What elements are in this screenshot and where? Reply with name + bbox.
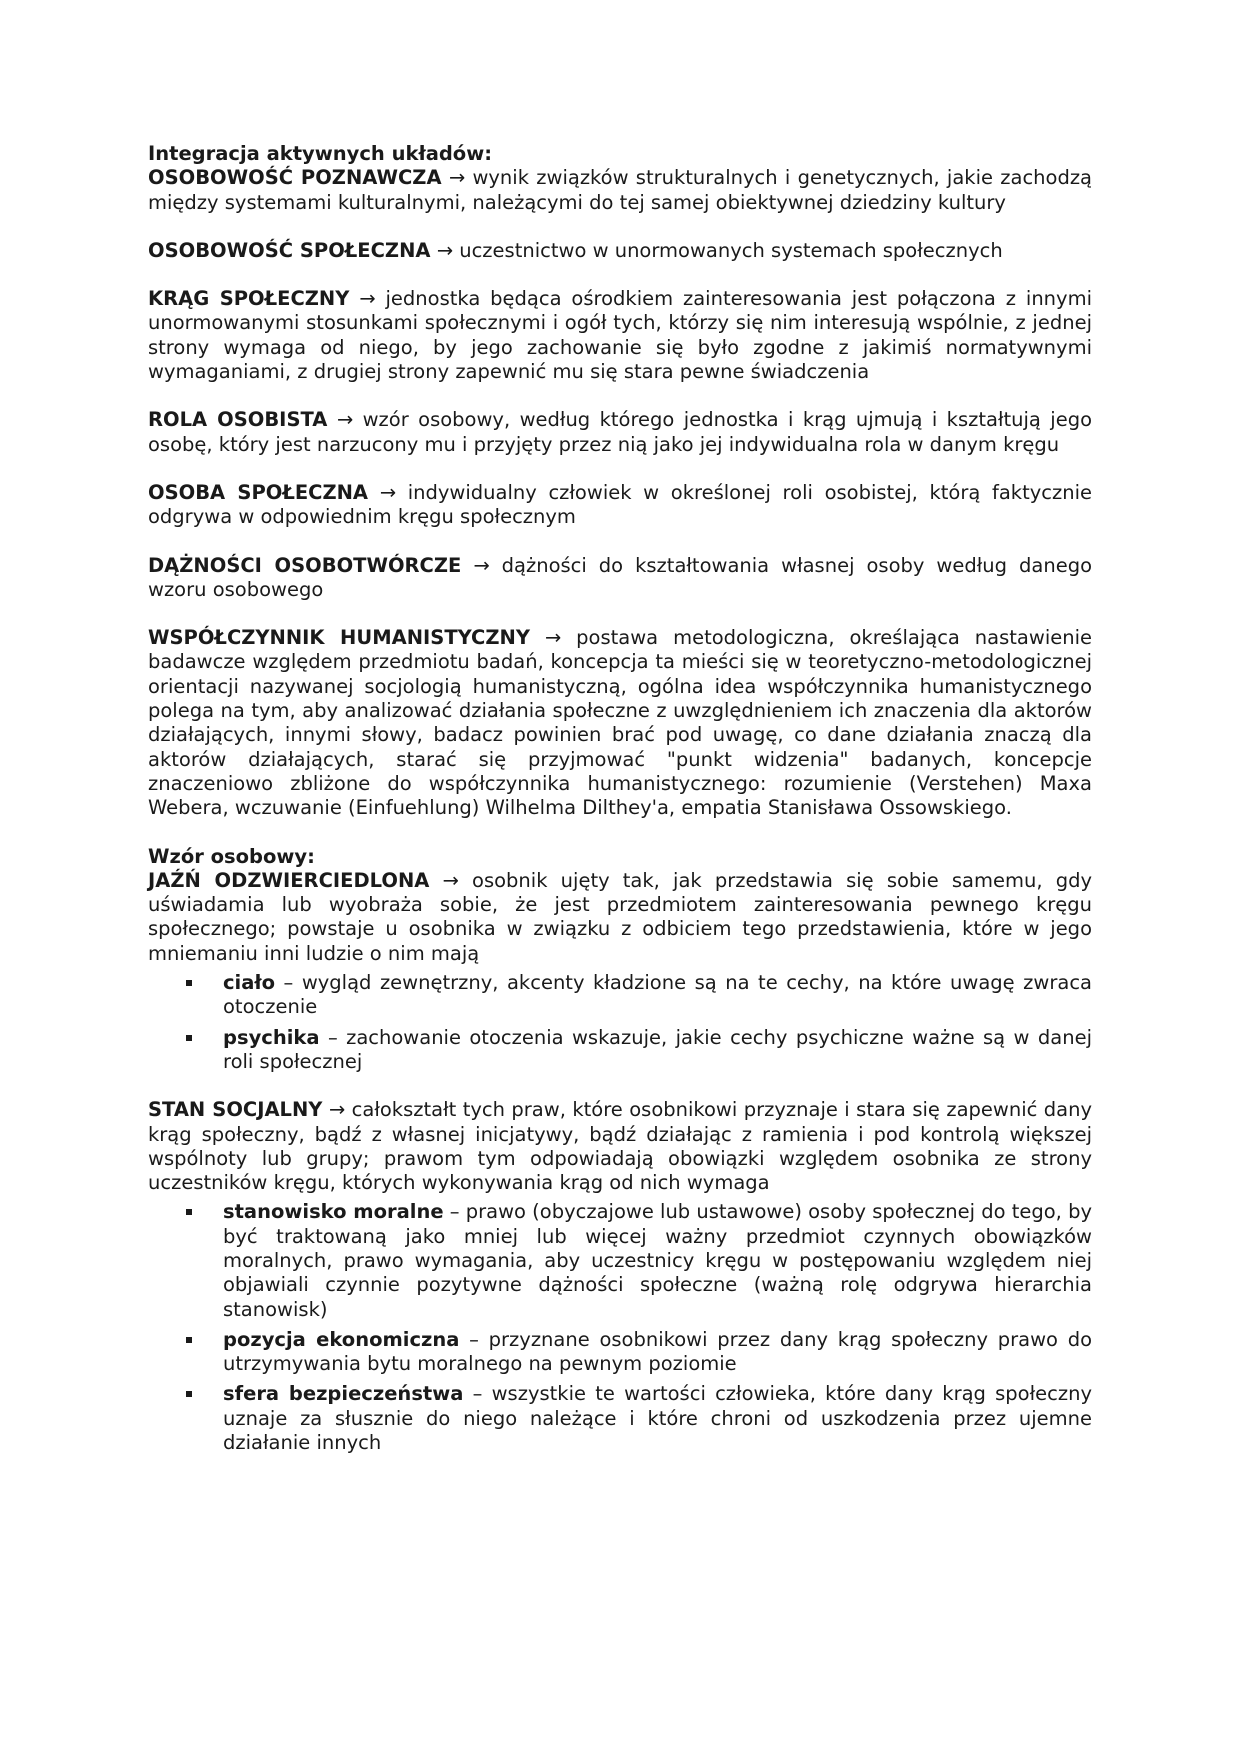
list-item [148,971,1092,1020]
definition-text: jednostka będąca ośrodkiem zainteresowania jest połączona z innymi unormowanymi stosunkami społecznymi i ogół tych, którzy się nim interesują wspólnie, z jednej strony wymaga od niego, by jego zachowanie się było zgodne z jakimiś normatywnymi wymaganiami, z drugiej strony zapewnić mu się stara pewne świadczenia [148,287,1092,384]
term: ROLA OSOBISTA [148,408,328,432]
arrow-icon: → [328,1098,346,1122]
section-heading-integration: Integracja aktywnych układów: [148,142,493,165]
arrow-icon: → [379,480,397,504]
list-item [148,1200,1092,1321]
section-heading-wzor-osobowy: Wzór osobowy: [148,844,315,868]
stan-bullet-list [148,1200,1092,1455]
arrow-icon: → [336,408,354,432]
square-bullet-icon [186,980,192,986]
definition-osoba-spoleczna [148,481,1092,530]
definition-text: całokształt tych praw, które osobnikowi przyznaje i stara się zapewnić dany krąg społeczny, bądź z własnej inicjatywy, bądź działając z ramienia i pod kontrolą większej wspólnoty lub grupy; prawom tym odpowiadają obowiązki względem osobnika ze strony uczestników kręgu, których wykonywania krąg od nich wymaga [148,1098,1093,1195]
term: ciało [223,971,276,995]
arrow-icon: → [359,287,376,311]
definition-text: uczestnictwo w unormowanych systemach społecznych [453,238,1003,262]
term: OSOBA SPOŁECZNA [148,480,369,504]
term: STAN SOCJALNY [148,1098,323,1122]
definition-krag-spoleczny [148,287,1092,384]
jazn-bullet-list [148,971,1092,1074]
square-bullet-icon [186,1035,192,1041]
arrow-icon: → [544,626,562,650]
square-bullet-icon [186,1337,192,1343]
term: WSPÓŁCZYNNIK HUMANISTYCZNY [148,626,530,650]
definition-text: dążności do kształtowania własnej osoby według danego wzoru osobowego [148,553,1093,601]
term: sfera bezpieczeństwa [223,1382,464,1406]
term: stanowisko moralne [223,1200,444,1224]
definition-text: osobnik ujęty tak, jak przedstawia się sobie samemu, gdy uświadamia lub wyobraża sobie, że jest przedmiotem zainteresowania pewnego kręgu społecznego; powstaje u osobnika w związku z odbiciem tego przedstawienia, które w jego mniemaniu inni ludzie o nim mają [148,868,1092,965]
term: pozycja ekonomiczna [223,1327,460,1351]
item-text: – wszystkie te wartości człowieka, które dany krąg społeczny uznaje za słusznie do niego należące i które chroni od uszkodzenia przez ujemne działanie innych [223,1382,1092,1455]
term: OSOBOWOŚĆ POZNAWCZA [148,166,442,190]
definition-rola-osobista [148,408,1092,457]
arrow-icon: → [436,238,454,262]
item-text: – zachowanie otoczenia wskazuje, jakie cechy psychiczne ważne są w danej roli społecznej [223,1025,1092,1073]
arrow-icon: → [473,553,490,577]
list-item [148,1382,1092,1455]
term: KRĄG SPOŁECZNY [148,287,350,311]
term: JAŹŃ ODZWIERCIEDLONA [148,868,430,892]
definition-stan-socjalny [148,1098,1092,1195]
square-bullet-icon [186,1391,192,1397]
square-bullet-icon [186,1209,192,1215]
item-text: – prawo (obyczajowe lub ustawowe) osoby społecznej do tego, by być traktowaną jako mniej lub więcej ważny przedmiot czynnych obowiązków moralnych, prawo wymagania, aby uczestnicy kręgu w postępowaniu względem niej objawiali czynnie pozytywne dążności społeczne (ważną rolę odgrywa hierarchia stanowisk) [223,1200,1092,1321]
term: psychika [223,1025,320,1049]
term: OSOBOWOŚĆ SPOŁECZNA [148,238,431,262]
definition-text: wynik związków strukturalnych i genetycznych, jakie zachodzą między systemami kulturalnymi, należącymi do tej samej obiektywnej dziedziny kultury [148,166,1093,214]
definition-wspolczynnik-humanistyczny [148,626,1092,820]
item-text: – przyznane osobnikowi przez dany krąg społeczny prawo do utrzymywania bytu moralnego na pewnym poziomie [223,1327,1093,1376]
term: DĄŻNOŚCI OSOBOTWÓRCZE [148,553,462,577]
item-text: – wygląd zewnętrzny, akcenty kładzione są na te cechy, na które uwagę zwraca otoczenie [223,971,1092,1019]
definition-osobowosc-spoleczna [148,239,1092,263]
list-item [148,1026,1092,1075]
definition-jazn-odzwierciedlona [148,869,1092,966]
list-item [148,1328,1092,1377]
definition-daznosci-osobotworcze [148,554,1092,603]
definition-text: postawa metodologiczna, określająca nastawienie badawcze względem przedmiotu badań, koncepcja ta mieści się w teoretyczno-metodologicznej orientacji nazywanej socjologią humanistyczną, ogólna idea współczynnika humanistycznego polega na tym, aby analizować działania społeczne z uwzględnieniem ich znaczenia dla aktorów działających, innymi słowy, badacz powinien brać pod uwagę, co dane działania znaczą dla aktorów działających, starać się przyjmować "punkt widzenia" badanych, koncepcje znaczeniowo zbliżone do współczynnika humanistycznego: rozumienie (Verstehen) Maxa Webera, wczuwanie (Einfuehlung) Wilhelma Dilthey'a, empatia Stanisława Ossowskiego. [148,626,1093,820]
definition-text: wzór osobowy, według którego jednostka i krąg ujmują i kształtują jego osobę, który jest narzucony mu i przyjęty przez nią jako jej indywidualna rola w danym kręgu [148,408,1093,456]
definition-osobowosc-poznawcza [148,166,1092,215]
document-page [148,142,1092,1461]
arrow-icon: → [448,166,466,190]
definition-text: indywidualny człowiek w określonej roli osobistej, którą faktycznie odgrywa w odpowiednim kręgu społecznym [148,480,1092,529]
arrow-icon: → [442,868,459,892]
